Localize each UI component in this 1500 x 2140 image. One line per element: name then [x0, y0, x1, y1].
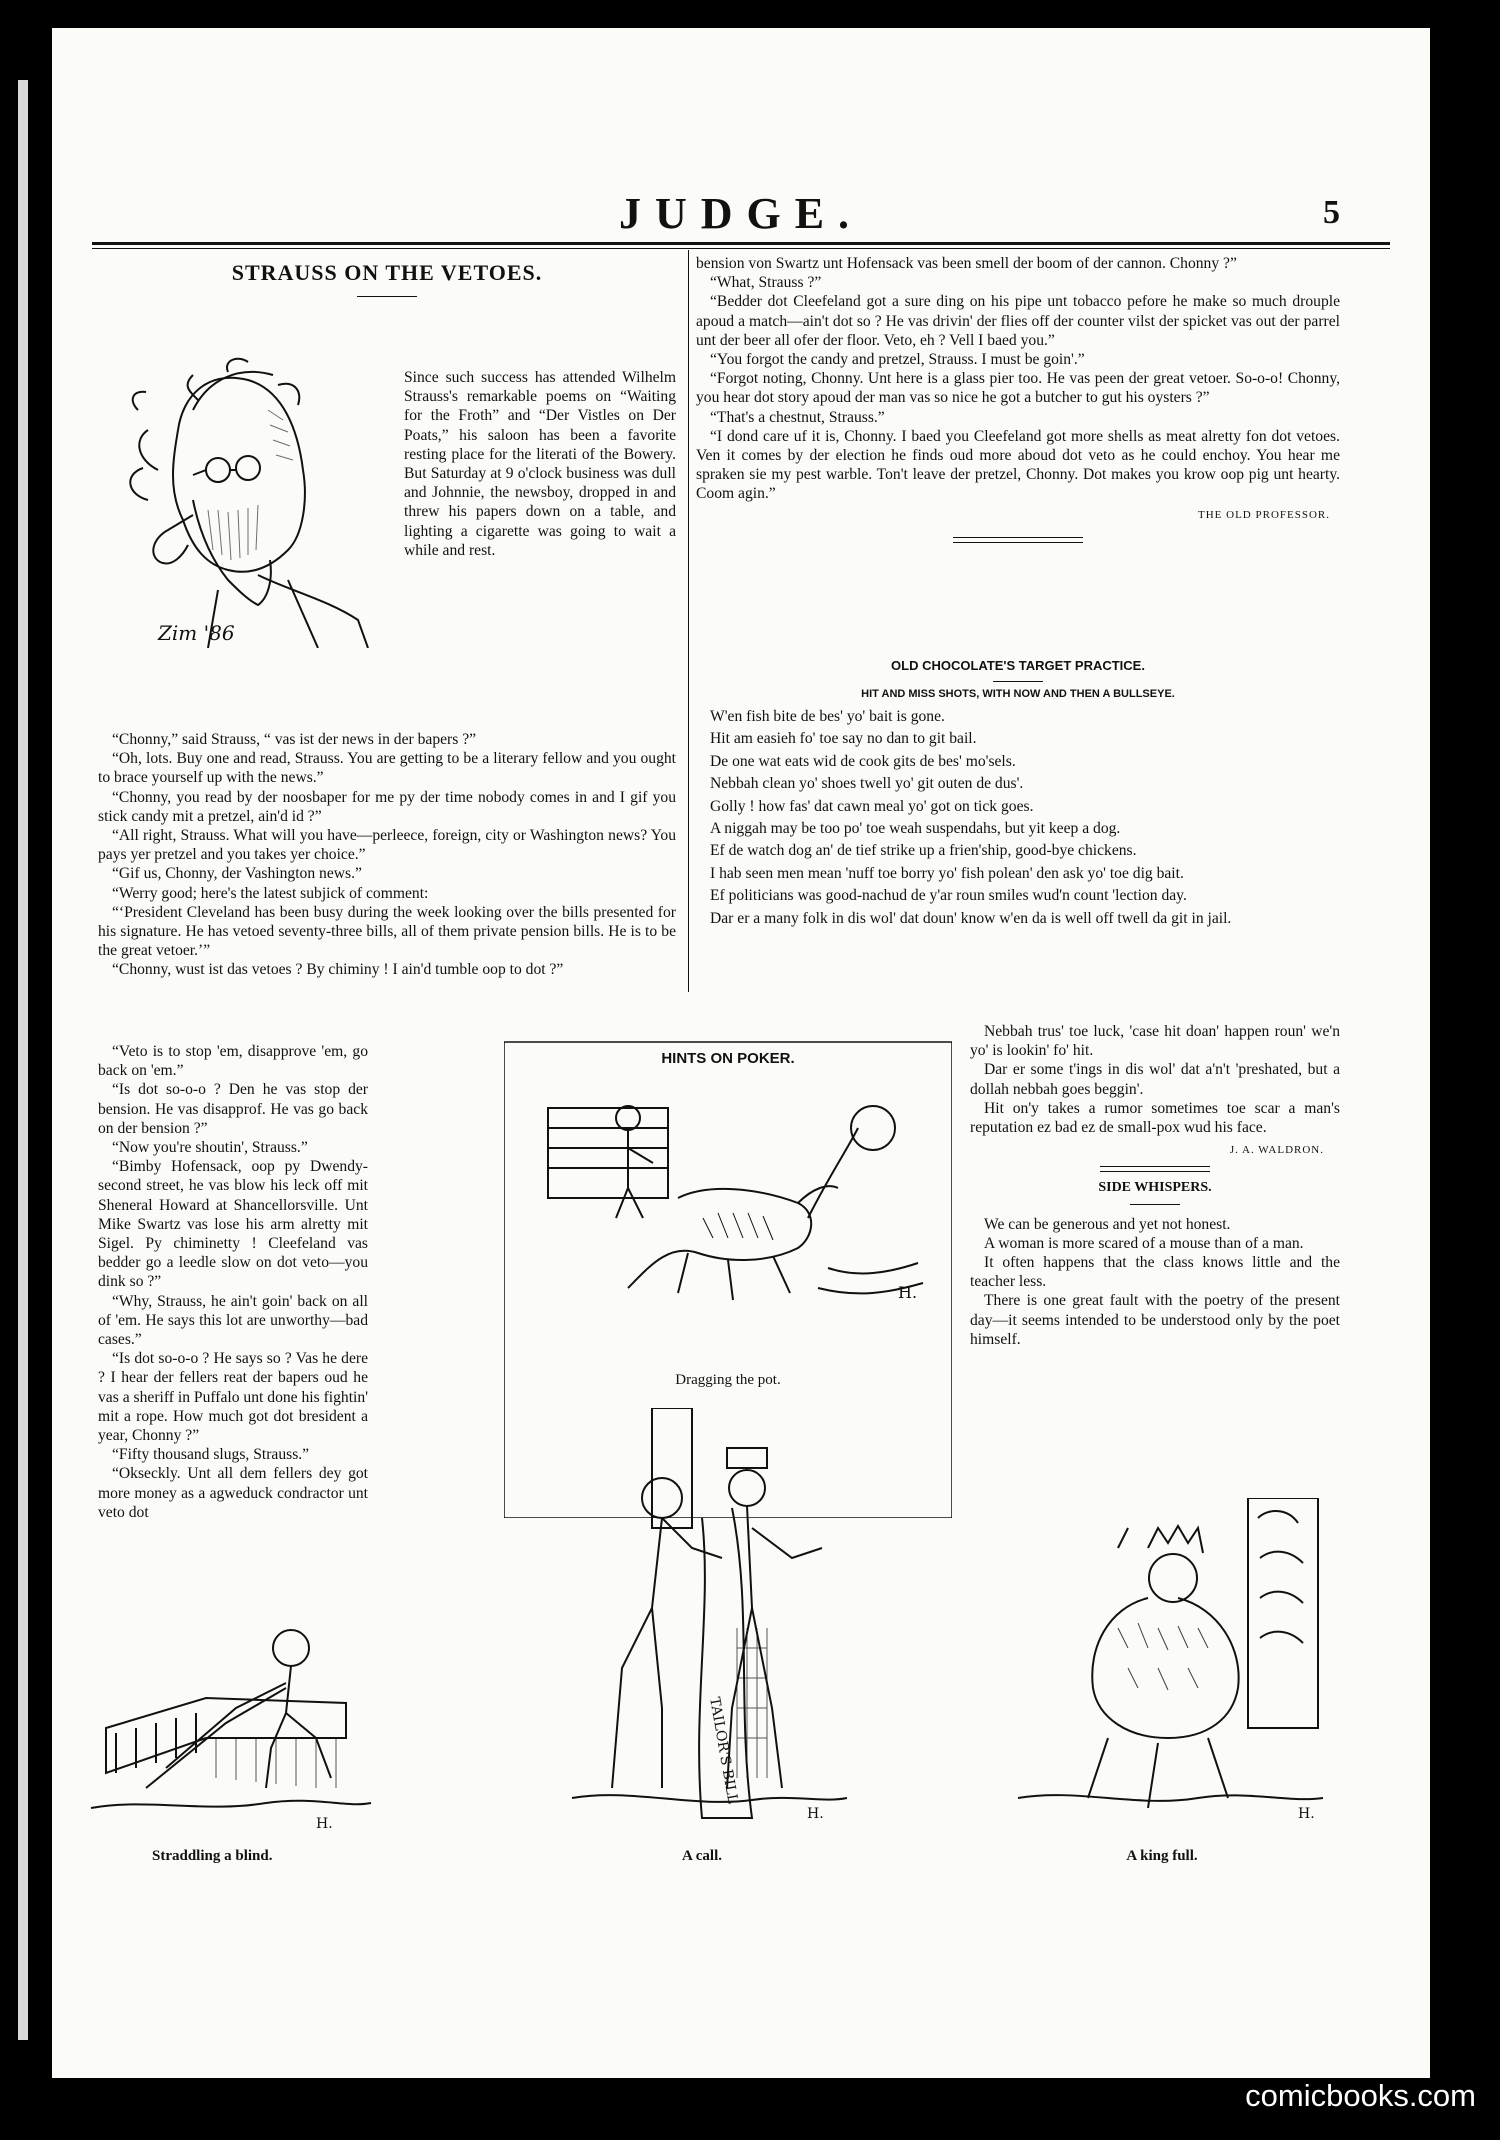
verse-line: Nebbah trus' toe luck, 'case hit doan' happen roun' we'n yo' is lookin' fo' hit. — [970, 1023, 1340, 1060]
paragraph: “Chonny, wust ist das vetoes ? By chiminy ! I ain'd tumble oop to dot ?” — [112, 961, 564, 979]
binding-spine — [0, 0, 18, 2140]
artist-mark: H. — [898, 1283, 918, 1302]
strauss-title: STRAUSS ON THE VETOES. — [231, 260, 543, 285]
paragraph: It often happens that the class knows little and the teacher less. — [970, 1254, 1340, 1291]
strauss-body-wide — [98, 730, 676, 980]
header-rule — [92, 242, 1390, 249]
paragraph: “Chonny, you read by der noosbaper for me py der time nobody comes in and I gif you stick candy mit a pretzel, ain'd id ?” — [98, 788, 676, 825]
verse-line: Ef de watch dog an' de tief strike up a frien'ship, good-bye chickens. — [710, 842, 1137, 860]
paragraph: “Werry good; here's the latest subjick of comment: — [112, 884, 429, 902]
paragraph: “What, Strauss ?” — [710, 274, 822, 292]
tailors-bill-text: TAILOR'S BILL — [706, 1695, 741, 1805]
paragraph: “Okseckly. Unt all dem fellers dey got more money as a agweduck condractor unt veto dot — [98, 1465, 368, 1521]
paragraph: “Chonny,” said Strauss, “ vas ist der news in der bapers ?” — [112, 731, 477, 748]
paragraph: “Veto is to stop 'em, disapprove 'em, go back on 'em.” — [98, 1043, 368, 1080]
paragraph: “‘President Cleveland has been busy during the week looking over the bills presented for his signature. He has vetoed seventy-three bills, all of them private pension bills. He is to be the great vetoer.’” — [98, 903, 676, 960]
verse-line: W'en fish bite de bes' yo' bait is gone. — [710, 708, 945, 725]
chocolate-signature: J. A. WALDRON. — [1229, 1144, 1324, 1157]
paragraph: “Now you're shoutin', Strauss.” — [112, 1139, 308, 1157]
verse-line: Nebbah clean yo' shoes twell yo' git outen de dus'. — [710, 775, 1024, 793]
paragraph: There is one great fault with the poetry of the present day—it seems intended to be understood only by the poet himself. — [970, 1292, 1340, 1348]
strauss-signature: THE OLD PROFESSOR. — [1198, 508, 1330, 521]
paragraph: “Fifty thousand slugs, Strauss.” — [112, 1446, 310, 1464]
paragraph: “Why, Strauss, he ain't goin' back on all of 'em. He says this lot are unworthy—bad cases.” — [98, 1292, 368, 1349]
caption-straddling-blind: Straddling a blind. — [152, 1848, 273, 1864]
a-call-illustration — [552, 1408, 852, 1828]
chocolate-title: OLD CHOCOLATE'S TARGET PRACTICE. — [891, 658, 1145, 673]
verse-line: A niggah may be too po' toe weah suspendahs, but yit keep a dog. — [710, 820, 1121, 838]
chocolate-subtitle: HIT AND MISS SHOTS, WITH NOW AND THEN A BULLSEYE. — [861, 688, 1175, 700]
chocolate-verse — [696, 706, 1336, 930]
title-rule — [1130, 1204, 1180, 1205]
paragraph: “You forgot the candy and pretzel, Strauss. I must be goin'.” — [710, 351, 1085, 369]
paragraph: A woman is more scared of a mouse than of a man. — [984, 1234, 1304, 1252]
caption-dragging-pot: Dragging the pot. — [675, 1372, 781, 1388]
chocolate-article — [696, 658, 1340, 930]
facing-page-edge — [18, 80, 28, 2040]
svg-text:H.: H. — [316, 1816, 333, 1832]
king-full-illustration — [998, 1498, 1328, 1828]
verse-line: I hab seen men mean 'nuff toe borry yo' fish polean' den ask yo' toe dig bait. — [710, 864, 1184, 882]
poker-title: HINTS ON POKER. — [661, 1050, 795, 1067]
verse-line: De one wat eats wid de cook gits de bes' mo'sels. — [710, 752, 1016, 770]
verse-line: Hit on'y takes a rumor sometimes toe scar a man's reputation ez bad ez de small-pox wud his face. — [970, 1099, 1340, 1137]
side-whispers-title: SIDE WHISPERS. — [1098, 1180, 1212, 1196]
watermark: comicbooks.com — [1245, 2078, 1476, 2113]
svg-text:H.: H. — [807, 1806, 824, 1822]
strauss-article — [98, 260, 676, 1521]
paragraph: “Is dot so-o-o ? Den he vas stop der bension. He vas disapprof. He vas go back on der bension ?” — [98, 1081, 368, 1137]
chocolate-verse-narrow — [970, 1022, 1340, 1349]
title-rule — [993, 681, 1043, 682]
section-rule — [953, 537, 1083, 543]
paragraph: “Bedder dot Cleefeland got a sure ding on his pipe unt tobacco pefore he make so much drouple apoud a match—ain't dot so ? He vas drivin' der flies off der counter vilst der spicket vas out der parrel unt der beer all ofer der floor. Veto, eh ? Vell I baed you.” — [696, 293, 1340, 349]
straddling-blind-illustration — [86, 1588, 376, 1838]
side-whispers-body — [970, 1215, 1340, 1349]
caption-a-call: A call. — [682, 1848, 722, 1864]
strauss-intro — [404, 368, 676, 560]
paragraph: “Forgot noting, Chonny. Unt here is a glass pier too. He vas peen der great vetoer. So-o-o! Chonny, you hear dot story apoud der man vas so nice he got a butcher to gut his oysters ?” — [696, 370, 1340, 407]
verse-line: Ef politicians was good-nachud de y'ar roun smiles wud'n count 'lection day. — [710, 887, 1187, 905]
paragraph: “Gif us, Chonny, der Vashington news.” — [112, 865, 362, 883]
verse-line: Golly ! how fas' dat cawn meal yo' got on tick goes. — [710, 797, 1034, 815]
paragraph: “Oh, lots. Buy one and read, Strauss. You are getting to be a literary fellow and you ought to brace yourself up with the news.” — [98, 750, 676, 787]
paragraph: “That's a chestnut, Strauss.” — [710, 408, 885, 426]
paragraph: “Is dot so-o-o ? He says so ? Vas he dere ? I hear der fellers reat der bapers oud he vas a sheriff in Puffalo unt done his fightin' mit a rope. How much got dot bresident a year, Chonny ?” — [98, 1350, 368, 1445]
verse-line: Dar er a many folk in dis wol' dat doun' know w'en da is well off twell da git in jail. — [710, 909, 1232, 927]
strauss-body-narrow — [98, 1042, 368, 1522]
strauss-intro-text: Since such success has attended Wilhelm Strauss's remarkable poems on “Waiting for the Froth” and “Der Vistles on Der Poats,” his saloon has been a favorite resting place for the literati of the Bowery. But Saturday at 9 o'clock business was dull and Johnnie, the newsboy, dropped in and threw his papers down on a table, and lighting a cigarette was going to wait a while and rest. — [404, 369, 676, 559]
title-rule — [357, 296, 417, 297]
section-rule — [1100, 1166, 1210, 1172]
column-divider — [688, 250, 689, 992]
paragraph: “I dond care uf it is, Chonny. I baed you Cleefeland got more shells as meat alretty fon dot vetoes. Ven it comes by der election he finds oud more aboud dot veto as he could enchoy. You hear me spraken sie my pest warble. Ton't leave der pretzel, Chonny. Dot makes you krow oop pig unt hearty. Coom agin.” — [696, 427, 1340, 503]
magazine-page — [52, 28, 1430, 2078]
masthead: JUDGE. — [618, 189, 864, 238]
dragging-pot-illustration — [528, 1088, 928, 1318]
strauss-portrait-illustration — [98, 350, 398, 648]
portrait-signature: Zim '86 — [158, 621, 235, 645]
svg-text:H.: H. — [1298, 1806, 1315, 1822]
verse-line: Dar er some t'ings in dis wol' dat a'n't 'preshated, but a dollah nebbah goes beggin'. — [970, 1061, 1340, 1098]
verse-line: Hit am easieh fo' toe say no dan to git bail. — [710, 730, 977, 748]
paragraph: We can be generous and yet not honest. — [984, 1215, 1231, 1233]
page-number: 5 — [1323, 194, 1340, 231]
paragraph: bension von Swartz unt Hofensack vas been smell der boom of der cannon. Chonny ?” — [696, 255, 1237, 272]
paragraph: “Bimby Hofensack, oop py Dwendy-second street, he vas blow his leck off mit Sheneral Howard at Shancellorsville. Unt Mike Swartz vas lose his arm alretty mit Sigel. Py chiminetty ! Cleefeland vas bedder go a leedle slow on dot veto—you dink so ?” — [98, 1158, 368, 1291]
strauss-continued — [696, 254, 1340, 549]
paragraph: “All right, Strauss. What will you have—perleece, foreign, city or Washington news? You pays yer pretzel and you takes yer choice.” — [98, 827, 676, 864]
caption-king-full: A king full. — [1126, 1848, 1198, 1864]
